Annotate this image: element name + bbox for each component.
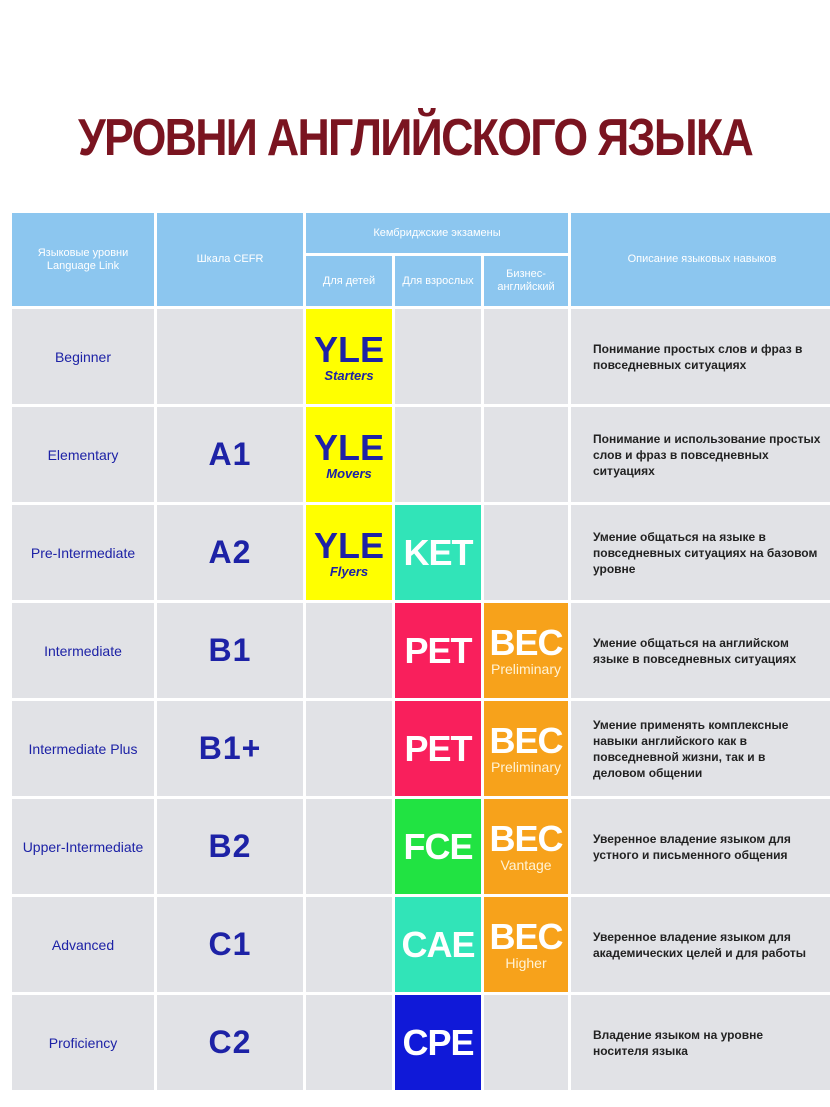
skill-description: Умение общаться на языке в повседневных ситуациях на базовом уровне bbox=[571, 505, 830, 600]
level-name: Upper-Intermediate bbox=[12, 799, 154, 894]
level-name: Proficiency bbox=[12, 995, 154, 1090]
exam-name: PET bbox=[404, 727, 472, 769]
exam-sublevel: Starters bbox=[324, 367, 374, 383]
empty-cell bbox=[484, 407, 568, 502]
exam-sublevel: Preliminary bbox=[490, 661, 561, 677]
cefr-level: B2 bbox=[157, 799, 303, 894]
header-cambridge-exams: Кембриджские экзамены bbox=[306, 213, 568, 253]
cefr-level: A1 bbox=[157, 407, 303, 502]
page-title: УРОВНИ АНГЛИЙСКОГО ЯЗЫКА bbox=[77, 109, 753, 167]
exam-name: PET bbox=[404, 629, 472, 671]
level-name: Elementary bbox=[12, 407, 154, 502]
cefr-level: A2 bbox=[157, 505, 303, 600]
exam-badge-yle bbox=[306, 309, 392, 404]
level-name: Beginner bbox=[12, 309, 154, 404]
empty-cell bbox=[306, 995, 392, 1090]
cefr-level: C2 bbox=[157, 995, 303, 1090]
header-cefr: Шкала CEFR bbox=[157, 213, 303, 306]
skill-description: Уверенное владение языком для академических целей и для работы bbox=[571, 897, 830, 992]
empty-cell bbox=[484, 309, 568, 404]
header-description: Описание языковых навыков bbox=[571, 213, 830, 306]
levels-table bbox=[12, 213, 825, 1090]
exam-name: KET bbox=[403, 531, 473, 573]
skill-description: Понимание простых слов и фраз в повседневных ситуациях bbox=[571, 309, 830, 404]
exam-badge-bec bbox=[484, 701, 568, 796]
cefr-level bbox=[157, 309, 303, 404]
empty-cell bbox=[395, 309, 481, 404]
skill-description: Умение общаться на английском языке в повседневных ситуациях bbox=[571, 603, 830, 698]
empty-cell bbox=[306, 701, 392, 796]
exam-badge-yle bbox=[306, 407, 392, 502]
exam-name: BEC bbox=[489, 818, 563, 859]
level-name: Intermediate bbox=[12, 603, 154, 698]
level-name: Pre-Intermediate bbox=[12, 505, 154, 600]
exam-badge-pet bbox=[395, 603, 481, 698]
empty-cell bbox=[306, 897, 392, 992]
exam-name: CPE bbox=[402, 1021, 474, 1063]
header-kids: Для детей bbox=[306, 256, 392, 306]
exam-badge-cpe bbox=[395, 995, 481, 1090]
exam-badge-fce bbox=[395, 799, 481, 894]
empty-cell bbox=[306, 603, 392, 698]
empty-cell bbox=[484, 505, 568, 600]
exam-sublevel: Flyers bbox=[329, 563, 369, 579]
exam-sublevel: Higher bbox=[505, 955, 547, 971]
header-business: Бизнес-английский bbox=[484, 256, 568, 306]
exam-name: BEC bbox=[489, 720, 563, 761]
exam-badge-ket bbox=[395, 505, 481, 600]
cefr-level: C1 bbox=[157, 897, 303, 992]
exam-sublevel: Movers bbox=[326, 465, 372, 481]
skill-description: Владение языком на уровне носителя языка bbox=[571, 995, 830, 1090]
exam-name: CAE bbox=[401, 923, 475, 965]
exam-badge-yle bbox=[306, 505, 392, 600]
empty-cell bbox=[306, 799, 392, 894]
exam-badge-pet bbox=[395, 701, 481, 796]
exam-sublevel: Vantage bbox=[500, 857, 552, 873]
skill-description: Умение применять комплексные навыки английского как в повседневной жизни, так и в деловом общении bbox=[571, 701, 830, 796]
level-name: Intermediate Plus bbox=[12, 701, 154, 796]
cefr-level: B1 bbox=[157, 603, 303, 698]
exam-name: YLE bbox=[313, 524, 384, 566]
header-adults: Для взрослых bbox=[395, 256, 481, 306]
exam-name: BEC bbox=[489, 622, 563, 663]
cefr-level: B1+ bbox=[157, 701, 303, 796]
skill-description: Уверенное владение языком для устного и письменного общения bbox=[571, 799, 830, 894]
skill-description: Понимание и использование простых слов и фраз в повседневных ситуациях bbox=[571, 407, 830, 502]
exam-sublevel: Preliminary bbox=[490, 759, 561, 775]
exam-name: YLE bbox=[313, 426, 384, 468]
exam-name: BEC bbox=[489, 916, 563, 957]
exam-badge-bec bbox=[484, 603, 568, 698]
level-name: Advanced bbox=[12, 897, 154, 992]
empty-cell bbox=[395, 407, 481, 502]
exam-name: YLE bbox=[313, 328, 384, 370]
header-level: Языковые уровни Language Link bbox=[12, 213, 154, 306]
empty-cell bbox=[484, 995, 568, 1090]
exam-badge-bec bbox=[484, 897, 568, 992]
exam-name: FCE bbox=[403, 825, 473, 867]
exam-badge-bec bbox=[484, 799, 568, 894]
exam-badge-cae bbox=[395, 897, 481, 992]
